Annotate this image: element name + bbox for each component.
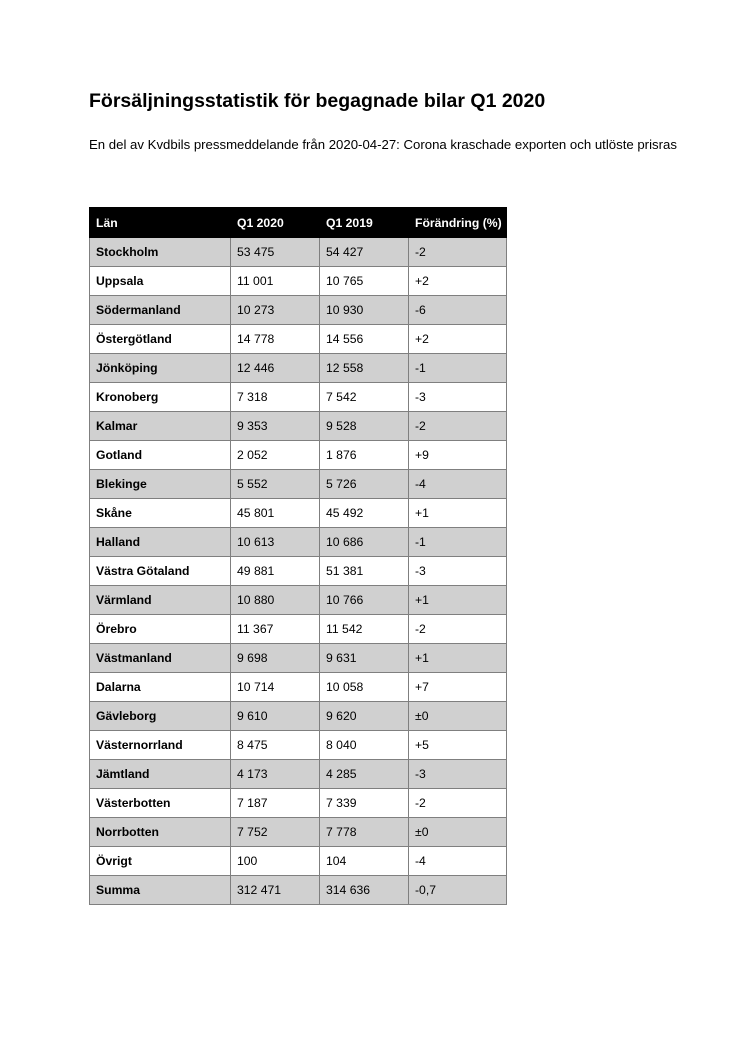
table-row (90, 702, 507, 731)
table-row (90, 557, 507, 586)
region-cell: Örebro (90, 615, 231, 644)
table-row (90, 412, 507, 441)
region-cell: Västmanland (90, 644, 231, 673)
q1-2020-cell: 49 881 (231, 557, 320, 586)
table-row (90, 731, 507, 760)
q1-2020-cell: 9 610 (231, 702, 320, 731)
sales-statistics-table (89, 207, 507, 905)
change-cell: -2 (409, 238, 507, 267)
change-cell: -4 (409, 847, 507, 876)
table-row (90, 876, 507, 905)
change-cell: +5 (409, 731, 507, 760)
change-cell: -1 (409, 354, 507, 383)
q1-2020-cell: 10 880 (231, 586, 320, 615)
q1-2020-cell: 10 273 (231, 296, 320, 325)
region-cell: Östergötland (90, 325, 231, 354)
table-row (90, 789, 507, 818)
region-cell: Norrbotten (90, 818, 231, 847)
q1-2019-cell: 10 930 (320, 296, 409, 325)
table-row (90, 238, 507, 267)
table-row (90, 470, 507, 499)
change-cell: -3 (409, 760, 507, 789)
region-cell: Västerbotten (90, 789, 231, 818)
region-cell: Uppsala (90, 267, 231, 296)
q1-2019-cell: 10 058 (320, 673, 409, 702)
q1-2020-cell: 11 001 (231, 267, 320, 296)
region-cell: Summa (90, 876, 231, 905)
q1-2019-cell: 9 631 (320, 644, 409, 673)
q1-2020-cell: 11 367 (231, 615, 320, 644)
q1-2020-cell: 45 801 (231, 499, 320, 528)
q1-2019-cell: 9 528 (320, 412, 409, 441)
table-row (90, 760, 507, 789)
q1-2019-cell: 4 285 (320, 760, 409, 789)
region-cell: Stockholm (90, 238, 231, 267)
q1-2020-cell: 53 475 (231, 238, 320, 267)
table-header-row (90, 208, 507, 238)
region-cell: Jämtland (90, 760, 231, 789)
region-cell: Halland (90, 528, 231, 557)
region-cell: Gotland (90, 441, 231, 470)
change-cell: +1 (409, 499, 507, 528)
q1-2019-cell: 10 765 (320, 267, 409, 296)
change-cell: +2 (409, 325, 507, 354)
q1-2019-cell: 51 381 (320, 557, 409, 586)
region-cell: Skåne (90, 499, 231, 528)
q1-2020-cell: 9 698 (231, 644, 320, 673)
table-row (90, 441, 507, 470)
q1-2019-cell: 10 686 (320, 528, 409, 557)
q1-2020-cell: 10 613 (231, 528, 320, 557)
q1-2020-cell: 4 173 (231, 760, 320, 789)
region-cell: Dalarna (90, 673, 231, 702)
q1-2020-cell: 312 471 (231, 876, 320, 905)
q1-2020-cell: 7 187 (231, 789, 320, 818)
change-cell: -6 (409, 296, 507, 325)
q1-2019-cell: 54 427 (320, 238, 409, 267)
change-cell: +2 (409, 267, 507, 296)
q1-2019-cell: 11 542 (320, 615, 409, 644)
change-cell: +1 (409, 586, 507, 615)
change-cell: ±0 (409, 702, 507, 731)
table-row (90, 267, 507, 296)
q1-2020-cell: 7 318 (231, 383, 320, 412)
q1-2020-cell: 2 052 (231, 441, 320, 470)
intro-paragraph: En del av Kvdbils pressmeddelande från 2020-04-27: Corona kraschade exporten och utlöste prisras (89, 137, 677, 152)
change-cell: +7 (409, 673, 507, 702)
region-cell: Kalmar (90, 412, 231, 441)
region-cell: Jönköping (90, 354, 231, 383)
q1-2019-cell: 8 040 (320, 731, 409, 760)
change-cell: +1 (409, 644, 507, 673)
table-row (90, 818, 507, 847)
table-row (90, 528, 507, 557)
q1-2020-cell: 9 353 (231, 412, 320, 441)
table-row (90, 325, 507, 354)
change-cell: +9 (409, 441, 507, 470)
column-header-q1-2019: Q1 2019 (320, 208, 409, 238)
change-cell: -3 (409, 557, 507, 586)
change-cell: -4 (409, 470, 507, 499)
table-row (90, 615, 507, 644)
table-row (90, 499, 507, 528)
change-cell: ±0 (409, 818, 507, 847)
q1-2020-cell: 12 446 (231, 354, 320, 383)
q1-2019-cell: 7 339 (320, 789, 409, 818)
change-cell: -2 (409, 615, 507, 644)
region-cell: Södermanland (90, 296, 231, 325)
change-cell: -1 (409, 528, 507, 557)
column-header-change: Förändring (%) (409, 208, 507, 238)
page-title: Försäljningsstatistik för begagnade bilar Q1 2020 (89, 90, 546, 112)
q1-2019-cell: 5 726 (320, 470, 409, 499)
q1-2020-cell: 10 714 (231, 673, 320, 702)
change-cell: -0,7 (409, 876, 507, 905)
change-cell: -2 (409, 789, 507, 818)
region-cell: Kronoberg (90, 383, 231, 412)
q1-2019-cell: 314 636 (320, 876, 409, 905)
table-row (90, 644, 507, 673)
column-header-q1-2020: Q1 2020 (231, 208, 320, 238)
table-row (90, 383, 507, 412)
q1-2020-cell: 5 552 (231, 470, 320, 499)
change-cell: -3 (409, 383, 507, 412)
q1-2020-cell: 14 778 (231, 325, 320, 354)
region-cell: Västra Götaland (90, 557, 231, 586)
table-row (90, 673, 507, 702)
region-cell: Värmland (90, 586, 231, 615)
region-cell: Övrigt (90, 847, 231, 876)
table-row (90, 296, 507, 325)
q1-2019-cell: 1 876 (320, 441, 409, 470)
q1-2019-cell: 7 542 (320, 383, 409, 412)
q1-2019-cell: 14 556 (320, 325, 409, 354)
q1-2019-cell: 9 620 (320, 702, 409, 731)
region-cell: Gävleborg (90, 702, 231, 731)
q1-2019-cell: 45 492 (320, 499, 409, 528)
q1-2020-cell: 100 (231, 847, 320, 876)
region-cell: Blekinge (90, 470, 231, 499)
q1-2019-cell: 7 778 (320, 818, 409, 847)
column-header-region: Län (90, 208, 231, 238)
table-row (90, 847, 507, 876)
q1-2019-cell: 12 558 (320, 354, 409, 383)
q1-2019-cell: 10 766 (320, 586, 409, 615)
region-cell: Västernorrland (90, 731, 231, 760)
q1-2020-cell: 8 475 (231, 731, 320, 760)
q1-2019-cell: 104 (320, 847, 409, 876)
change-cell: -2 (409, 412, 507, 441)
q1-2020-cell: 7 752 (231, 818, 320, 847)
table-row (90, 586, 507, 615)
table-row (90, 354, 507, 383)
